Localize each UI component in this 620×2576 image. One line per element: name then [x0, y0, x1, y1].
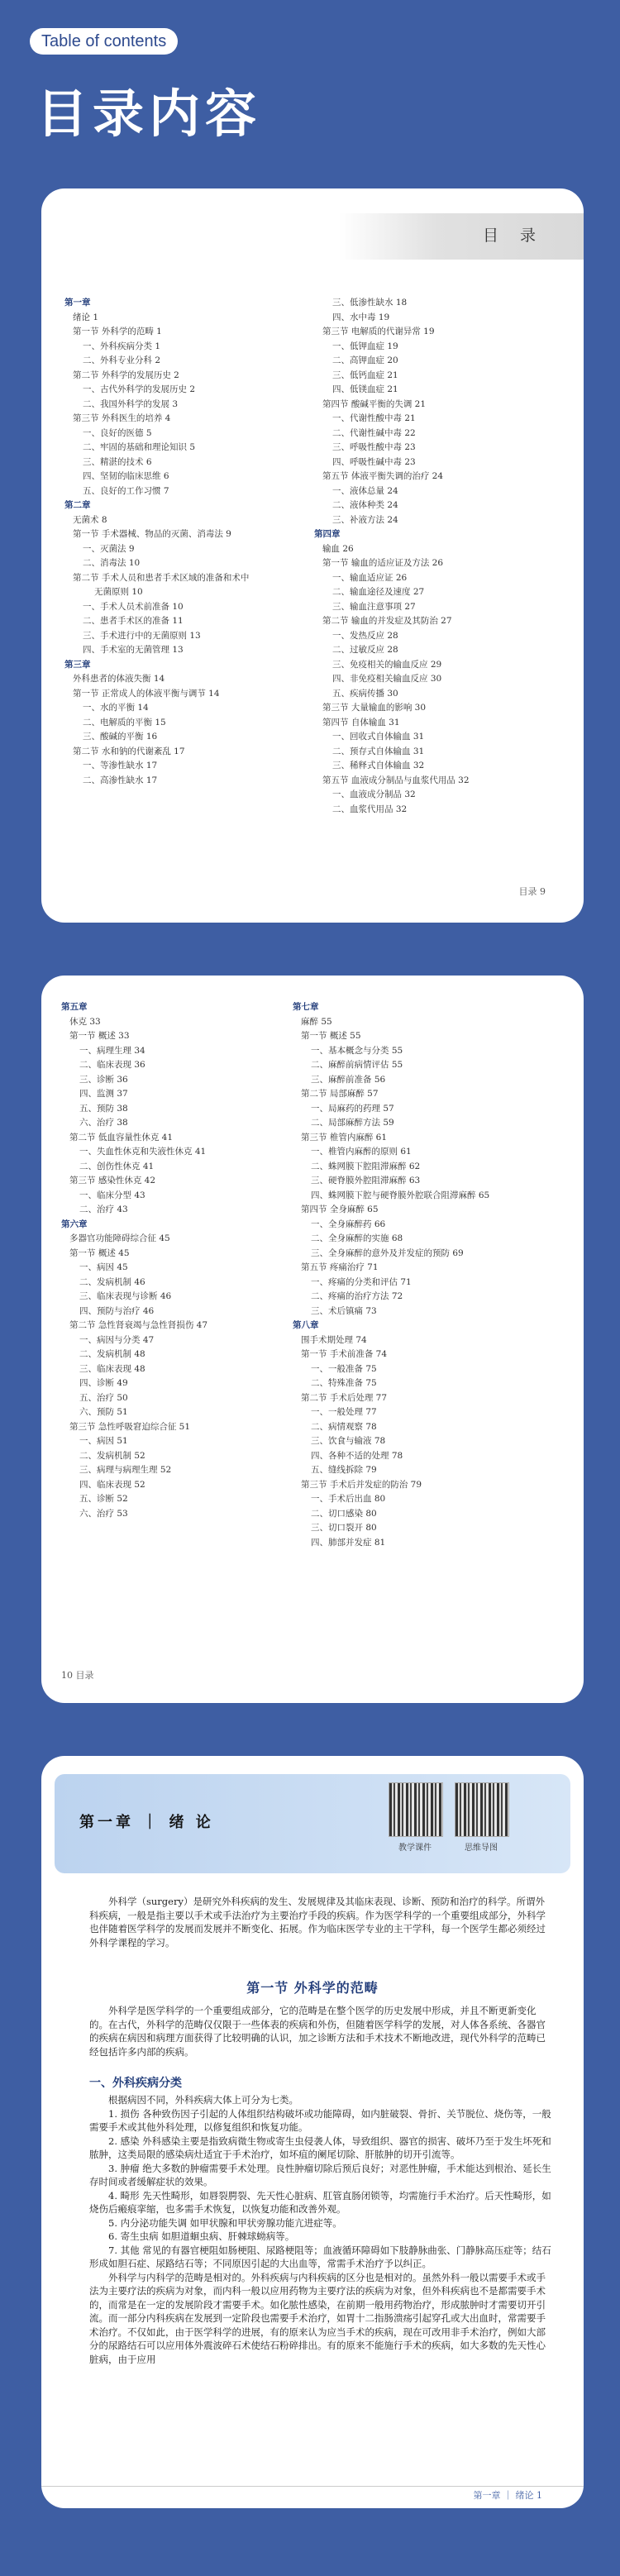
toc-entry[interactable]: 二、局部麻醉方法 59 [311, 1118, 394, 1128]
toc-entry[interactable]: 一、全身麻醉药 66 [311, 1219, 386, 1229]
toc-entry[interactable]: 休克 33 [69, 1016, 101, 1027]
toc-entry[interactable]: 六、治疗 38 [79, 1118, 128, 1128]
page-footer: 目录 9 [518, 886, 546, 897]
toc-entry[interactable]: 二、预存式自体输血 31 [332, 746, 425, 756]
body-paragraph: 7. 其他 常见的有器官梗阻如肠梗阻、尿路梗阻等；血液循环障碍如下肢静脉曲张、门静脉高压症等；结石形成如胆石症、尿路结石等；不同原因引起的大出血等，常需手术治疗予以纠正。 [89, 2244, 551, 2269]
toc-entry[interactable]: 三、免疫相关的输血反应 29 [332, 659, 442, 670]
toc-entry[interactable]: 多器官功能障碍综合征 45 [69, 1233, 170, 1243]
toc-entry[interactable]: 一、一般准备 75 [311, 1363, 377, 1374]
section-intro [89, 2004, 552, 2058]
toc-chapter-heading[interactable]: 第八章 [293, 1320, 319, 1330]
toc-entry[interactable]: 一、病因 51 [79, 1436, 128, 1446]
toc-entry[interactable]: 三、输血注意事项 27 [332, 601, 416, 612]
toc-entry[interactable]: 一、古代外科学的发展历史 2 [83, 384, 196, 394]
toc-entry[interactable]: 四、非免疫相关输血反应 30 [332, 674, 442, 684]
toc-entry[interactable]: 一、手术人员术前准备 10 [83, 601, 184, 612]
toc-entry[interactable]: 一、血液成分制品 32 [332, 789, 416, 799]
toc-column-left [61, 1000, 301, 1521]
toc-entry[interactable]: 二、消毒法 10 [83, 558, 141, 568]
toc-entry[interactable]: 第一节 输血的适应证及方法 26 [322, 558, 444, 568]
toc-entry[interactable]: 三、切口裂开 80 [311, 1523, 377, 1533]
toc-entry[interactable]: 一、手术后出血 80 [311, 1494, 386, 1504]
toc-entry[interactable]: 四、水中毒 19 [332, 312, 390, 322]
toc-entry[interactable]: 第三节 急性呼吸窘迫综合征 51 [69, 1421, 191, 1432]
body-paragraph: 2. 感染 外科感染主要是指致病微生物或寄生虫侵袭人体，导致组织、器官的损害、破坏乃至于发生坏死和脓肿，这类局限的感染病灶适宜于手术治疗，如坏疽的阑尾切除、肝脓肿的切开引流等。 [89, 2135, 551, 2160]
toc-entry[interactable]: 一、灭菌法 9 [83, 543, 135, 554]
body-paragraph: 外科学与内科学的范畴是相对的。外科疾病与内科疾病的区分也是相对的。虽然外科一般以需要手术或手法为主要疗法的疾病为对象，而内科一般以应用药物为主要疗法的疾病为对象，但外科疾病也不是都需要手术的，而常是在一定的发展阶段才需要手术。如化脓性感染，在前期一般用药物治疗，形成脓肿时才需要切开引流。而一部分内科疾病在发展到一定阶段也需要手术治疗，如胃十二指肠溃疡引起穿孔或大出血时，常需要手术治疗。不仅如此，由于医学科学的进展，有的原来认为应当手术的疾病，现在可改用非手术治疗，例如大部分的尿路结石可以应用体外震波碎石术使结石粉碎排出。有的原来不能施行手术的疾病，如大多数的先天性心脏病，由于应用 [89, 2271, 546, 2365]
toc-entry[interactable]: 三、硬脊膜外腔阻滞麻醉 63 [311, 1176, 421, 1185]
toc-entry[interactable]: 二、我国外科学的发展 3 [83, 398, 179, 409]
toc-entry[interactable]: 四、预防与治疗 46 [79, 1305, 155, 1316]
toc-chapter-heading[interactable]: 第六章 [61, 1219, 88, 1229]
toc-entry[interactable]: 二、血浆代用品 32 [332, 804, 408, 814]
toc-entry[interactable]: 二、患者手术区的准备 11 [83, 616, 184, 626]
toc-entry[interactable]: 第四节 自体输血 31 [322, 717, 400, 727]
toc-entry[interactable]: 二、发病机制 46 [79, 1276, 145, 1287]
toc-entry[interactable]: 第二节 外科学的发展历史 2 [73, 370, 179, 380]
toc-entry[interactable]: 三、低钙血症 21 [332, 370, 398, 380]
toc-entry[interactable]: 第二节 手术人员和患者手术区域的准备和术中 [73, 572, 250, 583]
toc-entry[interactable]: 第二节 手术后处理 77 [301, 1392, 388, 1403]
toc-entry[interactable]: 二、发病机制 48 [79, 1349, 145, 1359]
toc-entry[interactable]: 二、过敏反应 28 [332, 645, 398, 655]
toc-entry[interactable]: 三、临床表现与诊断 46 [79, 1291, 172, 1301]
toc-entry[interactable]: 第一节 手术器械、物品的灭菌、消毒法 9 [73, 529, 231, 539]
toc-entry[interactable]: 二、麻醉前病情评估 55 [311, 1060, 403, 1070]
toc-entry[interactable]: 第二节 低血容量性休克 41 [69, 1132, 174, 1143]
body-paragraph: 4. 畸形 先天性畸形，如唇裂腭裂、先天性心脏病、肛管直肠闭锁等，均需施行手术治疗。后天性畸形，如烧伤后瘢痕挛缩，也多需手术恢复，以恢复功能和改善外观。 [89, 2189, 551, 2215]
toc-entry[interactable]: 三、手术进行中的无菌原则 13 [83, 630, 201, 641]
toc-entry[interactable]: 三、补液方法 24 [332, 514, 398, 525]
toc-entry[interactable]: 二、蛛网膜下腔阻滞麻醉 62 [311, 1161, 421, 1171]
toc-entry[interactable]: 第四节 全身麻醉 65 [301, 1205, 379, 1214]
toc-entry[interactable]: 第三节 手术后并发症的防治 79 [301, 1479, 422, 1490]
toc-entry[interactable]: 第二节 水和钠的代谢紊乱 17 [73, 746, 185, 756]
section-title: 第一节 外科学的范畴 [246, 1980, 379, 1996]
toc-entry[interactable]: 五、治疗 50 [79, 1392, 128, 1403]
toc-entry[interactable]: 一、等渗性缺水 17 [83, 761, 158, 770]
toc-entry[interactable]: 三、酸碱的平衡 16 [83, 732, 158, 742]
subsection-title: 一、外科疾病分类 [89, 2077, 182, 2090]
toc-column-left [64, 296, 304, 788]
toc-entry[interactable]: 一、低钾血症 19 [332, 341, 398, 351]
toc-entry[interactable]: 五、疾病传播 30 [332, 688, 398, 699]
toc-chapter-heading[interactable]: 第五章 [61, 1002, 88, 1012]
toc-entry[interactable]: 三、呼吸性酸中毒 23 [332, 442, 416, 452]
toc-entry[interactable]: 六、治疗 53 [79, 1508, 128, 1519]
toc-entry[interactable]: 一、失血性休克和失液性休克 41 [79, 1147, 207, 1157]
body-paragraph: 5. 内分泌功能失调 如甲状腺和甲状旁腺功能亢进症等。 [108, 2216, 342, 2229]
toc-entry[interactable]: 二、全身麻醉的实施 68 [311, 1233, 403, 1243]
toc-entry[interactable]: 二、治疗 43 [79, 1205, 128, 1214]
toc-entry[interactable]: 六、预防 51 [79, 1407, 128, 1417]
toc-entry[interactable]: 一、临床分型 43 [79, 1190, 145, 1200]
chapter-intro [89, 1895, 552, 1949]
toc-page-1 [41, 188, 584, 923]
toc-chapter-heading[interactable]: 第一章 [64, 298, 91, 308]
toc-entry[interactable]: 二、特殊准备 75 [311, 1378, 377, 1388]
toc-entry[interactable]: 外科患者的体液失衡 14 [73, 674, 165, 684]
toc-entry[interactable]: 五、缝线拆除 79 [311, 1465, 377, 1475]
toc-entry[interactable]: 无菌原则 10 [94, 587, 143, 597]
chapter-title: 第一章 ｜ 绪 论 [79, 1814, 214, 1831]
classification-body [89, 2093, 552, 2366]
toc-entry[interactable]: 五、良好的工作习惯 7 [83, 485, 169, 496]
toc-entry[interactable]: 围手术期处理 74 [301, 1334, 367, 1345]
toc-chapter-heading[interactable]: 第三章 [64, 659, 91, 670]
toc-entry[interactable]: 一、一般处理 77 [311, 1407, 377, 1417]
toc-entry[interactable]: 四、各种不适的处理 78 [311, 1450, 403, 1461]
toc-entry[interactable]: 一、液体总量 24 [332, 485, 398, 496]
toc-page-2 [41, 976, 584, 1703]
toc-column-right [314, 296, 570, 817]
toc-entry[interactable]: 三、精湛的技术 6 [83, 456, 152, 467]
qr-code-icon[interactable] [455, 1782, 509, 1837]
toc-entry[interactable]: 一、病因 45 [79, 1262, 128, 1272]
toc-entry[interactable]: 二、病情观察 78 [311, 1421, 377, 1432]
toc-entry[interactable]: 第二节 急性肾衰竭与急性肾损伤 47 [69, 1320, 208, 1330]
toc-entry[interactable]: 第一节 概述 55 [301, 1031, 361, 1041]
toc-entry[interactable]: 第五节 体液平衡失调的治疗 24 [322, 471, 444, 481]
toc-entry[interactable]: 二、高渗性缺水 17 [83, 775, 158, 785]
toc-entry[interactable]: 第一节 外科学的范畴 1 [73, 327, 162, 336]
toc-entry[interactable]: 一、椎管内麻醉的原则 61 [311, 1147, 412, 1157]
toc-entry[interactable]: 二、牢固的基础和理论知识 5 [83, 442, 196, 452]
toc-entry[interactable]: 四、手术室的无菌管理 13 [83, 645, 184, 655]
toc-entry[interactable]: 第三节 椎管内麻醉 61 [301, 1132, 388, 1143]
toc-entry[interactable]: 一、水的平衡 14 [83, 703, 149, 713]
toc-entry[interactable]: 第一节 概述 33 [69, 1031, 130, 1041]
toc-entry[interactable]: 一、外科疾病分类 1 [83, 341, 161, 351]
toc-entry[interactable]: 绪论 1 [73, 312, 99, 322]
toc-entry[interactable]: 三、临床表现 48 [79, 1363, 145, 1374]
toc-entry[interactable]: 第二节 局部麻醉 57 [301, 1089, 379, 1099]
toc-entry[interactable]: 四、蛛网膜下腔与硬脊膜外腔联合阻滞麻醉 65 [311, 1190, 490, 1200]
toc-entry[interactable]: 三、饮食与输液 78 [311, 1436, 386, 1446]
toc-entry[interactable]: 一、回收式自体输血 31 [332, 732, 425, 742]
toc-entry[interactable]: 无菌术 8 [73, 514, 107, 525]
toc-entry[interactable]: 一、病理生理 34 [79, 1045, 145, 1056]
toc-entry[interactable]: 二、代谢性碱中毒 22 [332, 427, 416, 438]
qr-caption: 思维导图 [465, 1844, 498, 1853]
toc-entry[interactable]: 四、诊断 49 [79, 1378, 128, 1388]
toc-entry[interactable]: 二、高钾血症 20 [332, 355, 398, 365]
toc-entry[interactable]: 一、输血适应证 26 [332, 572, 408, 583]
toc-entry[interactable]: 第三节 感染性休克 42 [69, 1176, 156, 1185]
toc-entry[interactable]: 第三节 电解质的代谢异常 19 [322, 327, 435, 336]
page-footer: 10 目录 [61, 1670, 94, 1681]
toc-entry[interactable]: 三、麻醉前准备 56 [311, 1074, 386, 1085]
chapter-banner [55, 1774, 570, 1873]
toc-entry[interactable]: 三、术后镇痛 73 [311, 1305, 377, 1316]
toc-entry[interactable]: 二、液体种类 24 [332, 500, 398, 510]
toc-entry[interactable]: 一、基本概念与分类 55 [311, 1045, 403, 1056]
subsection-intro: 根据病因不同，外科疾病大体上可分为七类。 [108, 2094, 298, 2106]
toc-title: 目 录 [482, 227, 544, 245]
page-footer: 第一章 ｜ 绪论 1 [473, 2490, 542, 2501]
toc-entry[interactable]: 第一节 概述 45 [69, 1247, 130, 1258]
toc-entry[interactable]: 二、发病机制 52 [79, 1450, 145, 1461]
toc-entry[interactable]: 一、发热反应 28 [332, 630, 398, 641]
toc-entry[interactable]: 四、临床表现 52 [79, 1479, 145, 1490]
toc-entry[interactable]: 四、坚韧的临床思维 6 [83, 471, 169, 481]
toc-chapter-heading[interactable]: 第四章 [314, 529, 341, 539]
toc-entry[interactable]: 二、输血途径及速度 27 [332, 587, 425, 597]
toc-entry[interactable]: 第三节 外科医生的培养 4 [73, 413, 171, 423]
toc-entry[interactable]: 一、良好的医德 5 [83, 427, 152, 438]
table-of-contents-pill: Table of contents [30, 28, 178, 55]
toc-entry[interactable]: 输血 26 [322, 543, 354, 554]
toc-title-band [339, 213, 584, 260]
qr-caption: 教学课件 [398, 1844, 432, 1853]
toc-entry[interactable]: 四、监测 37 [79, 1089, 128, 1099]
intro-paragraph: 外科学（surgery）是研究外科疾病的发生、发展规律及其临床表现、诊断、预防和治疗的科学。所谓外科疾病，一般是指主要以手术或手法治疗为主要治疗手段的疾病。作为医学科学的一个重要组成部分，外科学也伴随着医学科学的发展而发展并不断变化、拓展。作为临床医学专业的主干学科，每一个医学生都必须经过外科学课程的学习。 [89, 1896, 546, 1949]
toc-entry[interactable]: 二、电解质的平衡 15 [83, 717, 166, 727]
page-heading: 目录内容 [36, 83, 262, 144]
toc-entry[interactable]: 二、疼痛的治疗方法 72 [311, 1291, 403, 1301]
section-paragraph: 外科学是医学科学的一个重要组成部分，它的范畴是在整个医学的历史发展中形成，并且不断更新变化的。在古代，外科学的范畴仅仅限于一些体表的疾病和外伤，但随着医学科学的发展，对人体各系统、各器官的疾病在病因和病理方面获得了比较明确的认识，加之诊断方法和手术技术不断地改进，现代外科学的范畴已经包括许多内部的疾病。 [89, 2005, 546, 2058]
toc-entry[interactable]: 二、外科专业分科 2 [83, 355, 161, 365]
body-paragraph: 3. 肿瘤 绝大多数的肿瘤需要手术处理。良性肿瘤切除后预后良好；对恶性肿瘤，手术能达到根治、延长生存时间或者缓解症状的效果。 [89, 2162, 551, 2187]
toc-entry[interactable]: 第四节 酸碱平衡的失调 21 [322, 398, 427, 409]
toc-entry[interactable]: 二、临床表现 36 [79, 1060, 145, 1070]
toc-entry[interactable]: 二、创伤性休克 41 [79, 1161, 155, 1171]
toc-entry[interactable]: 四、呼吸性碱中毒 23 [332, 456, 416, 467]
toc-entry[interactable]: 四、低镁血症 21 [332, 384, 398, 394]
qr-code-icon[interactable] [389, 1782, 443, 1837]
toc-entry[interactable]: 第一节 手术前准备 74 [301, 1349, 388, 1359]
toc-entry[interactable]: 一、局麻药的药理 57 [311, 1103, 394, 1114]
toc-entry[interactable]: 四、肺部并发症 81 [311, 1537, 386, 1548]
toc-entry[interactable]: 一、病因与分类 47 [79, 1334, 155, 1345]
toc-entry[interactable]: 三、病理与病理生理 52 [79, 1465, 172, 1475]
toc-entry[interactable]: 三、低渗性缺水 18 [332, 298, 408, 308]
toc-entry[interactable]: 三、全身麻醉的意外及并发症的预防 69 [311, 1247, 464, 1258]
toc-entry[interactable]: 一、代谢性酸中毒 21 [332, 413, 416, 423]
toc-entry[interactable]: 第五节 血液成分制品与血浆代用品 32 [322, 775, 470, 785]
body-paragraph: 1. 损伤 各种致伤因子引起的人体组织结构破坏或功能障碍，如内脏破裂、骨折、关节脱位、烧伤等，一般需要手术或其他外科处理，以修复组织和恢复功能。 [89, 2107, 551, 2133]
body-paragraph: 6. 寄生虫病 如胆道蛔虫病、肝棘球蚴病等。 [108, 2230, 295, 2242]
toc-entry[interactable]: 麻醉 55 [301, 1016, 332, 1027]
toc-entry[interactable]: 一、疼痛的分类和评估 71 [311, 1276, 412, 1287]
toc-entry[interactable]: 第三节 大量输血的影响 30 [322, 703, 427, 713]
toc-entry[interactable]: 第一节 正常成人的体液平衡与调节 14 [73, 688, 220, 699]
toc-entry[interactable]: 二、切口感染 80 [311, 1508, 377, 1519]
toc-chapter-heading[interactable]: 第二章 [64, 500, 91, 510]
toc-column-right [293, 1000, 574, 1550]
toc-entry[interactable]: 三、稀释式自体输血 32 [332, 761, 425, 770]
toc-chapter-heading[interactable]: 第七章 [293, 1002, 319, 1012]
toc-entry[interactable]: 第五节 疼痛治疗 71 [301, 1262, 379, 1272]
toc-entry[interactable]: 五、诊断 52 [79, 1494, 128, 1504]
toc-entry[interactable]: 五、预防 38 [79, 1103, 128, 1114]
toc-entry[interactable]: 第二节 输血的并发症及其防治 27 [322, 616, 452, 626]
toc-entry[interactable]: 三、诊断 36 [79, 1074, 128, 1085]
chapter-page [41, 1756, 584, 2508]
